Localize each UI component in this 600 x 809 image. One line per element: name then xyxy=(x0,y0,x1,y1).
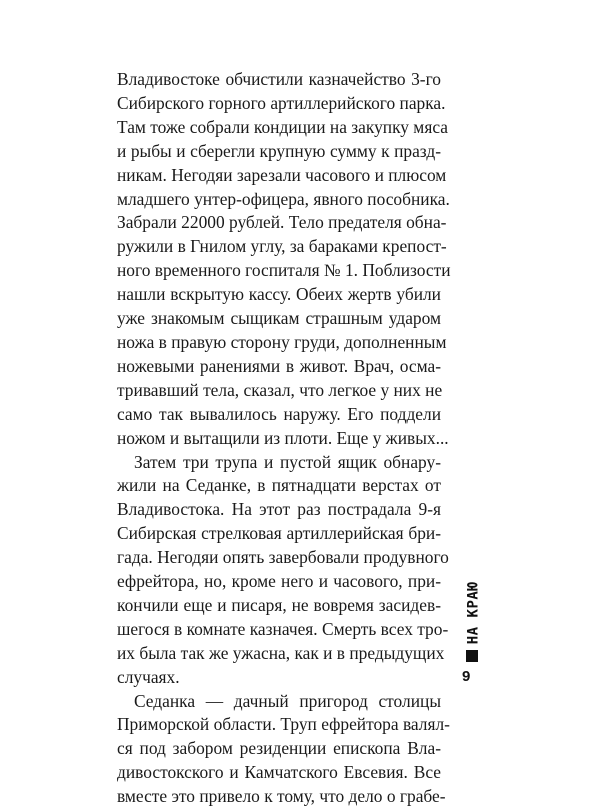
text-line: Забрали 22000 рублей. Тело предателя обна- xyxy=(117,212,447,233)
text-line: нашли вскрытую кассу. Обеих жертв убили xyxy=(117,284,441,305)
text-line: Седанка — дачный пригород столицы xyxy=(134,690,441,711)
text-line: Там тоже собрали кондиции на закупку мяса xyxy=(117,116,448,137)
text-line: тривавший тела, сказал, что легкое у них не xyxy=(117,379,443,400)
text-line: дивостокского и Камчатского Евсевия. Все xyxy=(117,762,441,783)
text-line: гада. Негодяи опять завербовали продувного xyxy=(117,547,449,568)
text-line: младшего унтер-офицера, явного пособника. xyxy=(117,188,450,209)
text-line: никам. Негодяи зарезали часового и плюсом xyxy=(117,164,447,185)
text-line: ножа в правую сторону груди, дополненным xyxy=(117,331,447,352)
text-line: жили на Седанке, в пятнадцати верстах от xyxy=(117,475,441,496)
text-line: Затем три трупа и пустой ящик обнару- xyxy=(134,451,441,472)
text-line: само так вывалилось наружу. Его поддели xyxy=(117,403,441,424)
text-line: и рыбы и сберегли крупную сумму к празд- xyxy=(117,140,441,161)
text-line: ся под забором резиденции епископа Вла- xyxy=(117,738,441,759)
text-line: ружили в Гнилом углу, за бараками крепост- xyxy=(117,236,447,257)
text-line: Владивостока. На этот раз пострадала 9-я xyxy=(117,499,441,520)
main-text xyxy=(117,68,451,809)
text-line: кончили еще и писаря, не вовремя засидев- xyxy=(117,594,441,615)
text-line: Приморской области. Труп ефрейтора валял- xyxy=(117,714,450,735)
text-line: ножом и вытащили из плоти. Еще у живых... xyxy=(117,427,449,448)
running-title xyxy=(464,583,482,643)
text-line: уже знакомым сыщикам страшным ударом xyxy=(117,308,441,329)
page-number: 9 xyxy=(462,668,471,685)
text-line: случаях. xyxy=(117,666,180,687)
square-marker-icon xyxy=(466,650,478,662)
text-line: их была так же ужасна, как и в предыдущих xyxy=(117,642,445,663)
text-line: ефрейтора, но, кроме него и часового, при- xyxy=(117,571,441,592)
text-line: Сибирского горного артиллерийского парка. xyxy=(117,92,446,113)
text-line: шегося в комнате казначея. Смерть всех тро- xyxy=(117,618,449,639)
text-line: ного временного госпиталя № 1. Поблизости xyxy=(117,260,451,281)
running-title-text: НА КРАЮ xyxy=(465,581,482,645)
text-line: вместе это привело к тому, что дело о грабе- xyxy=(117,786,446,807)
text-line: Сибирская стрелковая артиллерийская бри- xyxy=(117,523,441,544)
text-line: Владивостоке обчистили казначейство 3-го xyxy=(117,69,441,89)
text-line: ножевыми ранениями в живот. Врач, осма- xyxy=(117,355,441,376)
